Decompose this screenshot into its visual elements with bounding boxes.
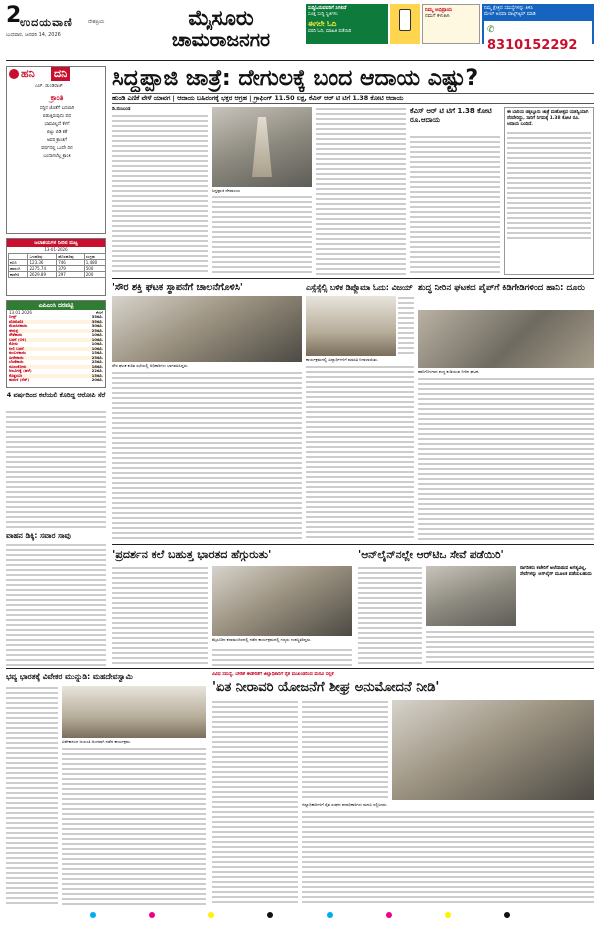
ad-contact-line1: ನಿಮ್ಮ ಕ್ಷೇತ್ರದ ಸಮಸ್ಯೆಗಳನ್ನು ತಿಳಿಸಿ xyxy=(484,6,533,11)
registration-dot xyxy=(386,912,392,918)
irrigation-body-col1 xyxy=(212,700,298,906)
table-cell: ಕಬಿನಿ xyxy=(9,260,28,266)
ad-contact-phone xyxy=(484,21,592,54)
table-cell: 746 xyxy=(57,260,85,266)
market-item-name: ಹೀರೇಕಾಯಿ xyxy=(9,354,24,360)
ad-news-line1: ಸುದ್ದಿಓದುವವರಿಗೆ ಸಿಗಲಿದೆ xyxy=(308,6,347,11)
lead-body-col1 xyxy=(112,114,208,274)
market-item-name: ಸೌತೆಕಾಯಿ xyxy=(9,332,23,337)
market-item-price: 25ರೂ. xyxy=(91,354,103,360)
market-item-price: 25ರೂ. xyxy=(91,359,103,364)
article-vehicle xyxy=(6,531,106,666)
lead-photo xyxy=(212,107,312,187)
market-item-name: ಮೆಣಸಿನಕಾಯಿ xyxy=(9,323,28,328)
market-item-name: ಕೊತ್ತಂಬರಿ xyxy=(9,372,23,378)
digital-caption: ಕಾರ್ಯಕ್ರಮದಲ್ಲಿ ವಿದ್ಯಾರ್ಥಿಗಳಿಗೆ ಮಾಹಿತಿ ನೀಡಲಾಯಿತು. xyxy=(306,357,379,362)
table-cell: ಹಾರಂಗಿ xyxy=(9,266,28,272)
digital-photo xyxy=(306,296,396,356)
ad-feedback-line2: ನಮಗೆ ಕಳುಹಿಸಿ xyxy=(425,13,450,20)
water-body xyxy=(418,377,594,541)
lead-byline: ಡಿ.ನಂಜುಂಡ xyxy=(112,107,131,112)
lead-body-col2 xyxy=(212,195,312,275)
poem-line: ಬಂದಾಗಲೆಲ್ಲ ಕ್ರಾಂತಿ xyxy=(43,154,71,159)
callout-body xyxy=(410,135,500,275)
sidebar-body xyxy=(507,131,591,241)
market-date: 13.01.2026 xyxy=(9,310,32,315)
exhibition-body-col2 xyxy=(212,648,352,666)
registration-dot xyxy=(504,912,510,918)
digital-headline: ಎಸ್ಸೆಸ್ಸೆಲ್ಸಿ ಬಳಿಕ ಡಿಪ್ಲೊಮಾ ಓದು: ವಿಜಯ್ xyxy=(306,283,413,292)
digital-side xyxy=(398,296,414,356)
online-headline: 'ಆನ್‌ಲೈನ್‌ನಲ್ಲೇ ಆರ್‌ಟಿಒ ಸೇವೆ ಪಡೆಯಿರಿ' xyxy=(358,549,504,561)
honey-box xyxy=(6,66,106,234)
market-item-name: ಕುಂಬಳಕಾಯಿ xyxy=(9,350,26,355)
solar-body xyxy=(112,371,302,541)
table-cell: 123.36 xyxy=(28,260,57,266)
irrigation-body-col3 xyxy=(302,810,594,906)
market-item-price: 10ರೂ. xyxy=(91,336,103,342)
future-caption: ವಿವೇಕಾನಂದ ಜಯಂತಿ ಅಂಗವಾಗಿ ನಡೆದ ಕಾರ್ಯಕ್ರಮ. xyxy=(62,739,132,744)
market-item-price: 10ರೂ. xyxy=(91,332,103,337)
solar-caption: ಸೌರ ಘಟಕ ಕುರಿತ ಸಭೆಯಲ್ಲಿ ಅಧಿಕಾರಿಗಳು ಭಾಗವಹಿಸಿದ್ದರು. xyxy=(112,363,189,368)
sidebar-intro: ಈ ಬಾರಿಯ ಚಿಕ್ಕಲ್ಲೂರು ಜಾತ್ರೆ ಮಹೋತ್ಸವ ಯಶಸ್ವಿಯಾಗಿ ನೆರವೇರಿದ್ದು, ಸಾರಿಗೆ ನಿಗಮಕ್ಕೆ 1.38 ಕೋಟಿ ರೂ. ಆದಾಯ ಬಂದಿದೆ. xyxy=(507,110,589,127)
table-header: ಹೊರಹರಿವು xyxy=(57,254,85,260)
irrigation-kicker: ವಿವಿಧ ಸಮಸ್ಯೆ, ಬೇಡಿಕೆ ಈಡೇರಿಕೆಗೆ ಜಿಲ್ಲಾಧಿಕಾರಿಗೆ ರೈತ ಮುಖಂಡರಿಂದ ಮನವಿ ಸಲ್ಲಿಕೆ xyxy=(212,672,334,677)
ad-contact-line2: ಮೇಲ್ ಅಥವಾ ವಾಟ್ಸ್‌ಆ್ಯಪ್ ಮಾಡಿ xyxy=(484,11,536,17)
solar-headline: 'ಸೌರ ಶಕ್ತಿ ಘಟಕ ಸ್ಥಾಪನೆಗೆ ಚಾಲನೆಗೊಳಿಸಿ' xyxy=(112,282,243,293)
market-item-price: 35ರೂ. xyxy=(91,318,103,324)
ad-phone-graphic xyxy=(390,4,420,44)
lead-sidebar xyxy=(504,107,594,275)
lead-photo-caption: ಸಿದ್ದಪ್ಪಾಜಿ ದೇವಾಲಯ xyxy=(212,188,241,193)
irrigation-caption: ಜಿಲ್ಲಾಧಿಕಾರಿಗಳಿಗೆ ರೈತ ಸಂಘದ ಪದಾಧಿಕಾರಿಗಳು ಮನವಿ ಸಲ್ಲಿಸಿದರು. xyxy=(302,802,388,807)
dateline: ಬುಧವಾರ, ಜನವರಿ 14, 2026 xyxy=(6,32,61,38)
headline: ವಾಹನ ಡಿಕ್ಕಿ: ಸವಾರ ಸಾವು xyxy=(6,531,71,540)
registration-dot xyxy=(327,912,333,918)
ad-news-line2: ಸೂಕ್ತ ಸುದ್ದಿ ಸ್ಥಿತಿಗಳು xyxy=(308,11,338,17)
table-row xyxy=(9,272,106,278)
registration-dot xyxy=(149,912,155,918)
honey-title: ದನಿ xyxy=(51,67,70,81)
market-box xyxy=(6,300,106,388)
poem-line: ಅವರ ಕ್ರಾಂತಿಗೆ xyxy=(47,138,67,143)
table-cell: 200 xyxy=(84,272,105,278)
callout-title: ಕೆವಿಸ್ ಆರ್ ಟಿ ಟಿಗೆ 1.38 ಕೋಟಿ ರೂ.ಆದಾಯ xyxy=(410,107,492,124)
registration-dot xyxy=(208,912,214,918)
poem-title: ಕ್ರಾಂತಿ xyxy=(50,94,64,102)
table-header: ಒಳಹರಿವು xyxy=(28,254,57,260)
market-item-name: ಆಲೂಗಡ್ಡೆ (ಹಳೆ) xyxy=(9,368,32,373)
masthead-rule xyxy=(6,60,594,61)
poem-body xyxy=(13,105,101,161)
irrigation-headline: 'ಏತ ನೀರಾವರಿ ಯೋಜನೆಗೆ ಶೀಘ್ರ ಅನುಮೋದನೆ ನೀಡಿ' xyxy=(212,680,440,695)
future-body-col2 xyxy=(62,747,206,906)
water-headline: ಶುದ್ಧ ನೀರಿನ ಘಟಕದ ಪೈಪ್‌ಗೆ ಕಿಡಿಗೇಡಿಗಳಿಂದ ಹಾನಿ: ದೂರು xyxy=(418,283,585,293)
reservoir-box xyxy=(6,238,106,296)
whatsapp-icon: ✆ xyxy=(487,25,495,36)
market-item-price: 15ರೂ. xyxy=(91,372,103,378)
table-cell: 500 xyxy=(84,266,105,272)
market-item-price: 10ರೂ. xyxy=(91,345,103,351)
market-item-name: ಬದನೆ (ಬಿಳಿ) xyxy=(9,336,27,342)
ad-news-line3: ಈಗಲೇ ಓದಿ xyxy=(308,20,337,29)
lead-subhead: ಹುಂಡಿ ಎಣಿಕೆ ವೇಳೆ ಯಾವಗ | ಆದಾಯ ಬಹಿರಂಗಕ್ಕೆ ಭಕ್ತರ ಆಗ್ರಹ | ಗ್ರಾಫಿಂಗ್ 11.50 ಲಕ್ಷ, ಕೆವಿಸ್ ಆರ್ ಟಿ ಟಿಗೆ 1.38 ಕೋಟಿ ಆದಾಯ xyxy=(112,93,594,104)
irrigation-photo xyxy=(392,700,594,800)
poem-line: ಸದ್ದಿನ ಜೊತೆಗೆ ಬದಲಾಗಿ xyxy=(39,106,75,111)
table-cell: 297 xyxy=(57,272,85,278)
ad-feedback-line1: ನಿಮ್ಮ ಅಭಿಪ್ರಾಯ xyxy=(425,7,453,13)
market-title: ಎಪಿಎಂಸಿ ದರಪಟ್ಟಿ xyxy=(7,301,105,310)
market-item-name: ಕೋಸು xyxy=(9,341,18,346)
lead-headline: ಸಿದ್ದಪ್ಪಾಜಿ ಜಾತ್ರೆ: ದೇಗುಲಕ್ಕೆ ಬಂದ ಆದಾಯ ಎಷ್ಟು? xyxy=(112,66,479,91)
market-item-name: ಟೊಮೆಟೊ xyxy=(9,318,24,324)
registration-dot xyxy=(445,912,451,918)
future-headline: ಭವ್ಯ ಭಾರತಕ್ಕೆ ವಿವೇಕರ ಮುನ್ನುಡಿ: ಮಹದೇವಸ್ವಾಮಿ xyxy=(6,672,133,681)
section-title-line2: ಚಾಮರಾಜನಗರ xyxy=(171,29,271,51)
market-item-price: 20ರೂ. xyxy=(91,377,103,382)
registration-dot xyxy=(90,912,96,918)
table-cell: ಕಾವೇರಿ xyxy=(9,272,28,278)
reservoir-title: ಜಲಾಶಯಗಳ ನೀರಿನ ಮಟ್ಟ xyxy=(7,239,105,247)
poem-line: ಬಿಡುತ್ತಿರುವುದು ಪಥ xyxy=(42,114,72,119)
headline: 4 ವರ್ಷದಿಂದ ಕಲೆಯಲಿ ಕೊರಿದ್ದ ಆರೋಪಿ ಸೆರೆ xyxy=(6,391,106,399)
table-cell: 1,480 xyxy=(84,260,105,266)
poem-line: ವರ್ಷದಲ್ಲಿ ಒಂದೇ ದಿನ xyxy=(41,146,73,151)
section-rule xyxy=(112,278,594,279)
market-item-price: 25ರೂ. xyxy=(91,327,103,333)
market-unit: ಕೆಜಿಗೆ xyxy=(96,310,103,315)
solar-photo xyxy=(112,296,302,362)
exhibition-caption: ಮೈಸೂರಿನ ಕಲಾಮಂದಿರದಲ್ಲಿ ನಡೆದ ಕಾರ್ಯಕ್ರಮದಲ್ಲಿ ಗಣ್ಯರು ಉಪಸ್ಥಿತರಿದ್ದರು. xyxy=(212,637,312,642)
market-item-price: 35ರೂ. xyxy=(91,314,103,319)
ad-news-line4: ವರದಿ ಓದಿ, ಮಾಹಿತಿ ಪಡೆಯಿರಿ xyxy=(308,29,352,35)
phone-icon xyxy=(399,9,411,31)
article-arrest xyxy=(6,391,106,529)
contact-phone-number: 8310152292 xyxy=(487,37,578,53)
market-item-price: 18ರೂ. xyxy=(91,363,103,369)
market-item-price: 22ರೂ. xyxy=(91,368,103,373)
table-cell: 2629.89 xyxy=(28,272,57,278)
ad-feedback xyxy=(422,4,480,44)
market-item-name: ಬೀನ್ಸ್ xyxy=(9,314,17,319)
honey-author: ಎಚ್. ಡುಂಡಿರಾಜ್ xyxy=(35,84,63,89)
masthead xyxy=(6,4,594,62)
market-item-name: ಈರುಳ್ಳಿ xyxy=(9,327,19,333)
section-rule xyxy=(6,668,594,669)
section-rule xyxy=(112,544,594,545)
table-cell: 2275.74 xyxy=(28,266,57,272)
market-item-price: 30ರೂ. xyxy=(91,323,103,328)
market-row xyxy=(9,378,103,383)
honey-badge xyxy=(9,69,19,79)
exhibition-body-col1 xyxy=(112,566,208,666)
reservoir-table xyxy=(8,253,106,278)
article-body xyxy=(6,543,106,666)
ad-news xyxy=(306,4,388,44)
reservoir-date: 13-01-2026 xyxy=(44,247,68,252)
market-item-name: ನವಿಲುಕೋಸು xyxy=(9,363,27,369)
registration-dot xyxy=(267,912,273,918)
print-registration-marks xyxy=(90,912,510,920)
table-cell: 379 xyxy=(57,266,85,272)
article-body xyxy=(6,410,106,529)
online-body-col1 xyxy=(358,566,422,666)
edition-label: ದೇಶಪ್ರಿಯ xyxy=(88,19,105,25)
poem-line: ಭಾವವಿಲ್ಲದೆ ಕೆಳಗೆ xyxy=(44,122,70,127)
exhibition-photo xyxy=(212,566,352,636)
online-body-col2 xyxy=(426,630,594,666)
ad-contact xyxy=(482,4,594,53)
market-item-name: ಬೆಂಡೆಕಾಯಿ xyxy=(9,359,24,364)
page-number: 2 xyxy=(6,4,22,28)
exhibition-headline: 'ಪ್ರದರ್ಶನ ಕಲೆ ಬಹುತ್ತ ಭಾರತದ ಹೆಗ್ಗುರುತು' xyxy=(112,548,272,561)
poem-line: ಬಿಟ್ಟು ಬಿಡಿ ಕತೆ xyxy=(46,130,68,135)
irrigation-body-col2 xyxy=(302,700,388,800)
water-caption: ಹಾನಿಗೊಳಗಾದ ಶುದ್ಧ ಕುಡಿಯುವ ನೀರಿನ ಘಟಕ. xyxy=(418,369,480,374)
lead-body-col3 xyxy=(316,107,406,275)
future-photo xyxy=(62,686,206,738)
online-photo xyxy=(426,566,516,626)
digital-body xyxy=(306,365,414,541)
paper-name: ಉದಯವಾಣಿ xyxy=(20,16,73,29)
online-quote: ನಾಗರಿಕರು ಕಚೇರಿಗೆ ಅಲೆದಾಡುವ ಅಗತ್ಯವಿಲ್ಲ, ಸೇವೆಗಳನ್ನು ಆನ್‌ಲೈನ್ ಮೂಲಕ ಪಡೆಯಬಹುದು xyxy=(520,566,592,577)
water-photo xyxy=(418,310,594,368)
table-header: ಸಂಗ್ರಹ xyxy=(84,254,105,260)
market-item-name: ನೀಲಿ ಬದನೆ xyxy=(9,345,24,351)
market-item-name: ಹುರುಳಿ (ರೆಡ್) xyxy=(9,377,30,382)
market-list xyxy=(7,315,105,383)
honey-label: ಹನಿ xyxy=(21,67,35,80)
market-item-price: 15ರೂ. xyxy=(91,350,103,355)
market-item-price: 10ರೂ. xyxy=(91,341,103,346)
future-body-col1 xyxy=(6,686,58,906)
temple-shape xyxy=(252,117,272,177)
section-title-line1: ಮೈಸೂರು xyxy=(188,6,254,30)
